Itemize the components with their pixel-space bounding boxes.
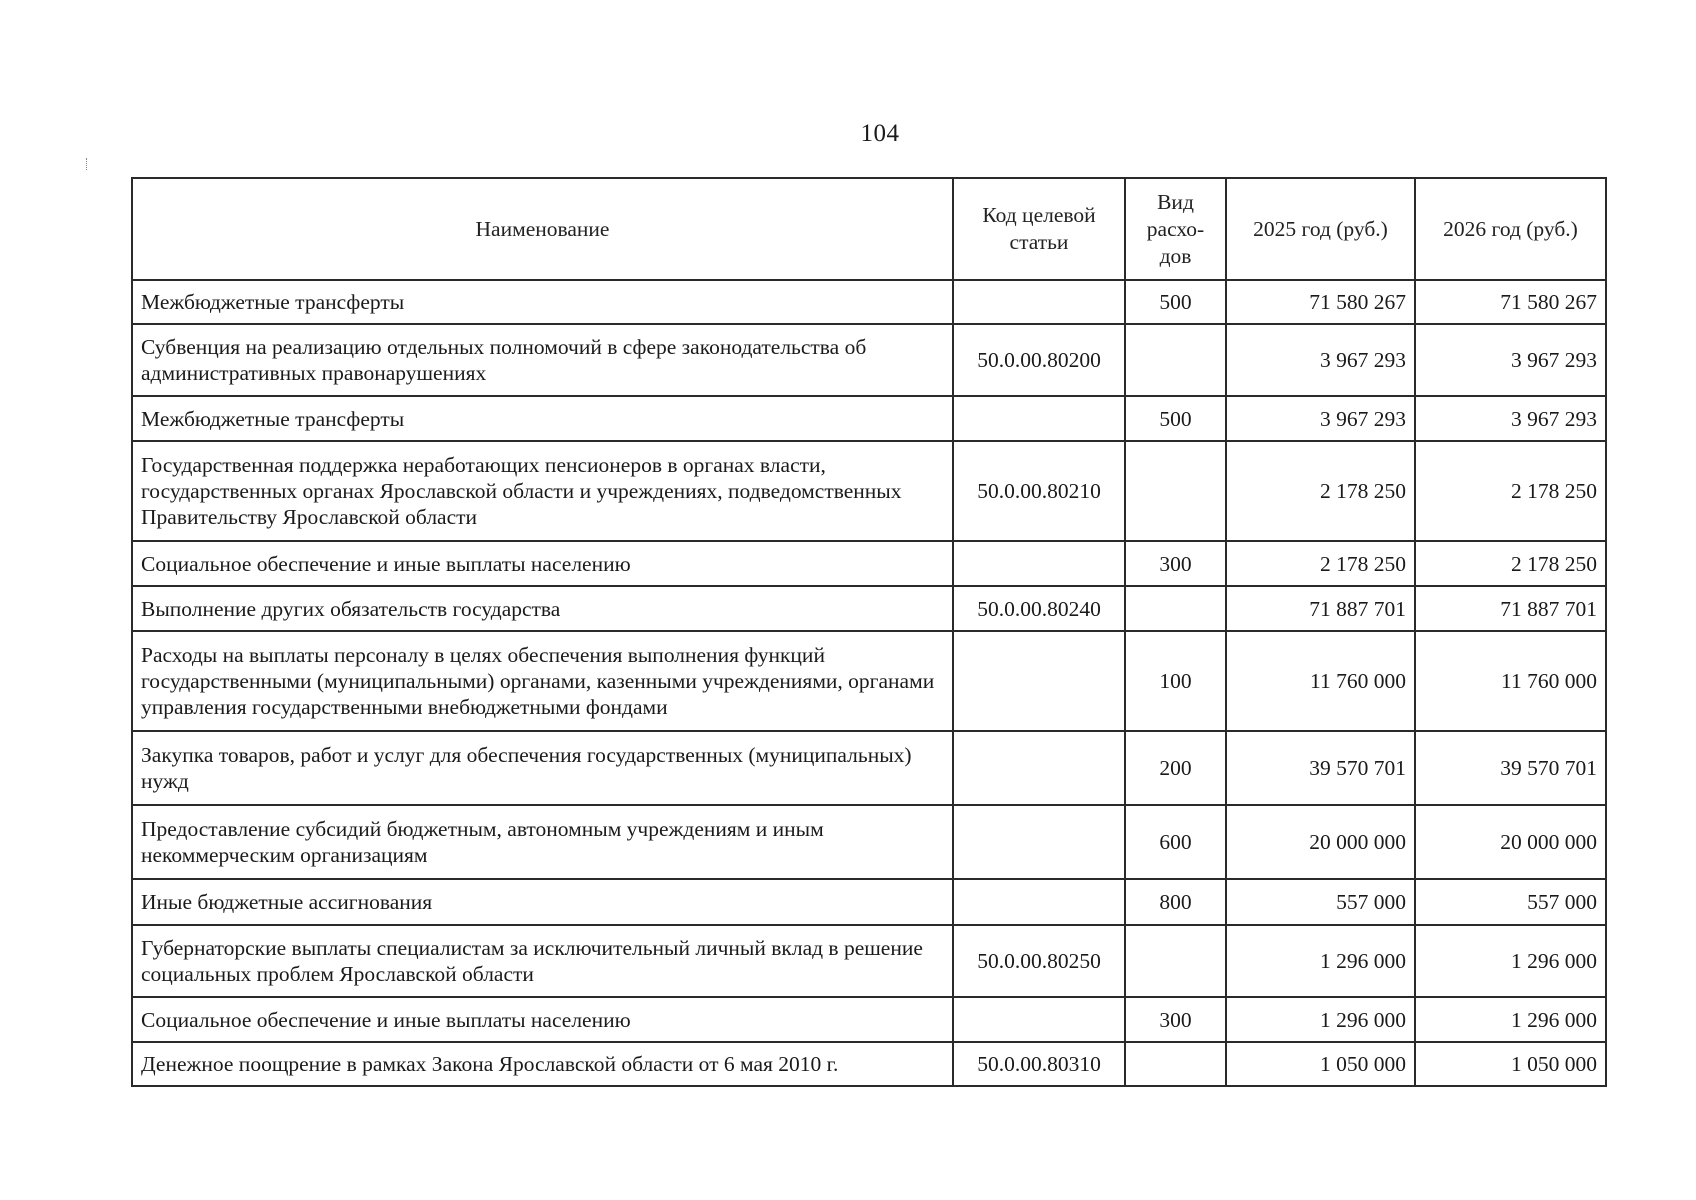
- row-kind: 200: [1125, 731, 1226, 805]
- row-amount-2026: 20 000 000: [1415, 805, 1606, 879]
- row-amount-2025: 557 000: [1226, 879, 1415, 925]
- row-amount-2025: 1 050 000: [1226, 1042, 1415, 1086]
- row-code: 50.0.00.80240: [953, 586, 1125, 631]
- row-code: [953, 879, 1125, 925]
- row-kind: 600: [1125, 805, 1226, 879]
- row-code: [953, 631, 1125, 731]
- row-name: Закупка товаров, работ и услуг для обеспечения государственных (муниципальных) нужд: [132, 731, 953, 805]
- row-code: [953, 396, 1125, 441]
- row-amount-2026: 2 178 250: [1415, 441, 1606, 541]
- row-kind: 800: [1125, 879, 1226, 925]
- row-name: Расходы на выплаты персоналу в целях обеспечения выполнения функций государственными (муниципальными) органами, казенными учреждениями, органами управления государственными внебюджетными фондами: [132, 631, 953, 731]
- row-amount-2025: 3 967 293: [1226, 396, 1415, 441]
- table-row: [132, 586, 1606, 631]
- row-amount-2025: 2 178 250: [1226, 441, 1415, 541]
- row-amount-2025: 2 178 250: [1226, 541, 1415, 586]
- table-row: [132, 805, 1606, 879]
- row-name: Губернаторские выплаты специалистам за исключительный личный вклад в решение социальных проблем Ярославской области: [132, 925, 953, 997]
- row-code: 50.0.00.80200: [953, 324, 1125, 396]
- row-amount-2026: 71 887 701: [1415, 586, 1606, 631]
- row-kind: [1125, 586, 1226, 631]
- row-name: Государственная поддержка неработающих пенсионеров в органах власти, государственных органах Ярославской области и учреждениях, подведомственных Правительству Ярославской области: [132, 441, 953, 541]
- row-name: Социальное обеспечение и иные выплаты населению: [132, 541, 953, 586]
- table-row: [132, 541, 1606, 586]
- row-amount-2025: 39 570 701: [1226, 731, 1415, 805]
- row-amount-2025: 1 296 000: [1226, 925, 1415, 997]
- row-kind: 300: [1125, 997, 1226, 1042]
- row-amount-2026: 1 050 000: [1415, 1042, 1606, 1086]
- table-row: [132, 1042, 1606, 1086]
- row-code: 50.0.00.80310: [953, 1042, 1125, 1086]
- row-kind: 500: [1125, 280, 1226, 324]
- row-amount-2026: 1 296 000: [1415, 925, 1606, 997]
- header-year-2025: 2025 год (руб.): [1226, 178, 1415, 280]
- row-name: Денежное поощрение в рамках Закона Ярославской области от 6 мая 2010 г.: [132, 1042, 953, 1086]
- row-kind: 500: [1125, 396, 1226, 441]
- row-amount-2026: 71 580 267: [1415, 280, 1606, 324]
- row-kind: [1125, 1042, 1226, 1086]
- table-row: [132, 631, 1606, 731]
- table-row: [132, 280, 1606, 324]
- row-code: [953, 541, 1125, 586]
- row-amount-2026: 1 296 000: [1415, 997, 1606, 1042]
- row-kind: 100: [1125, 631, 1226, 731]
- row-code: [953, 997, 1125, 1042]
- row-code: 50.0.00.80210: [953, 441, 1125, 541]
- header-kind: Вид расхо-дов: [1125, 178, 1226, 280]
- table-row: [132, 879, 1606, 925]
- row-amount-2025: 3 967 293: [1226, 324, 1415, 396]
- row-amount-2025: 1 296 000: [1226, 997, 1415, 1042]
- table-row: [132, 997, 1606, 1042]
- table-row: [132, 396, 1606, 441]
- row-name: Выполнение других обязательств государства: [132, 586, 953, 631]
- row-amount-2026: 557 000: [1415, 879, 1606, 925]
- header-name: Наименование: [132, 178, 953, 280]
- row-amount-2026: 2 178 250: [1415, 541, 1606, 586]
- row-kind: 300: [1125, 541, 1226, 586]
- header-code: Код целевой статьи: [953, 178, 1125, 280]
- row-name: Межбюджетные трансферты: [132, 396, 953, 441]
- row-code: [953, 731, 1125, 805]
- table-row: [132, 324, 1606, 396]
- row-amount-2026: 3 967 293: [1415, 396, 1606, 441]
- row-amount-2026: 39 570 701: [1415, 731, 1606, 805]
- scan-mark: [86, 158, 90, 170]
- row-kind: [1125, 324, 1226, 396]
- row-amount-2026: 3 967 293: [1415, 324, 1606, 396]
- row-code: [953, 805, 1125, 879]
- page-number: 104: [860, 120, 900, 147]
- row-name: Социальное обеспечение и иные выплаты населению: [132, 997, 953, 1042]
- row-amount-2026: 11 760 000: [1415, 631, 1606, 731]
- table-row: [132, 441, 1606, 541]
- row-amount-2025: 20 000 000: [1226, 805, 1415, 879]
- row-name: Иные бюджетные ассигнования: [132, 879, 953, 925]
- row-amount-2025: 11 760 000: [1226, 631, 1415, 731]
- table-row: [132, 925, 1606, 997]
- row-kind: [1125, 925, 1226, 997]
- table-row: [132, 731, 1606, 805]
- row-kind: [1125, 441, 1226, 541]
- row-amount-2025: 71 887 701: [1226, 586, 1415, 631]
- row-name: Предоставление субсидий бюджетным, автономным учреждениям и иным некоммерческим организациям: [132, 805, 953, 879]
- header-year-2026: 2026 год (руб.): [1415, 178, 1606, 280]
- budget-table: [131, 177, 1607, 1087]
- row-name: Субвенция на реализацию отдельных полномочий в сфере законодательства об административных правонарушениях: [132, 324, 953, 396]
- row-amount-2025: 71 580 267: [1226, 280, 1415, 324]
- table-header-row: [132, 178, 1606, 280]
- row-code: [953, 280, 1125, 324]
- row-name: Межбюджетные трансферты: [132, 280, 953, 324]
- row-code: 50.0.00.80250: [953, 925, 1125, 997]
